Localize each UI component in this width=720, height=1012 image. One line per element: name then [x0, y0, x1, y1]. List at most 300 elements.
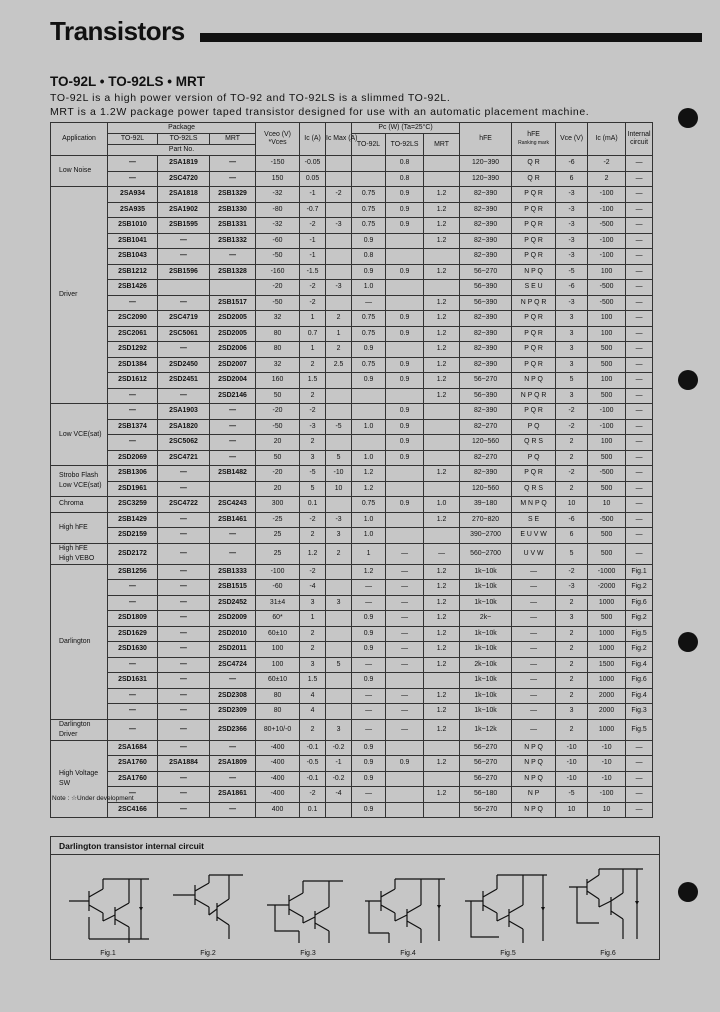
table-cell: —: [512, 657, 556, 673]
table-cell: 1k~10k: [460, 673, 512, 689]
table-cell: -60: [256, 233, 300, 249]
table-cell: 1.5: [300, 373, 326, 389]
table-cell: [386, 771, 424, 787]
application-cell: Strobo Flash Low VCE(sat): [51, 466, 108, 497]
table-cell: —: [626, 435, 653, 451]
table-cell: -2: [300, 404, 326, 420]
part-number-cell: —: [158, 611, 210, 627]
table-cell: 560~2700: [460, 543, 512, 564]
part-number-cell: 2SA1760: [108, 771, 158, 787]
table-cell: 1k~10k: [460, 595, 512, 611]
table-cell: -2: [300, 512, 326, 528]
part-number-cell: 2SA1902: [158, 202, 210, 218]
table-cell: -6: [556, 156, 588, 172]
part-number-cell: —: [210, 543, 256, 564]
table-cell: -10: [588, 771, 626, 787]
part-number-cell: —: [158, 740, 210, 756]
part-number-cell: 2SD1961: [108, 481, 158, 497]
table-cell: 3: [326, 719, 352, 740]
table-cell: —: [352, 295, 386, 311]
table-cell: -100: [588, 249, 626, 265]
part-number-cell: —: [108, 704, 158, 720]
part-number-cell: 2SD2450: [158, 357, 210, 373]
table-cell: 1000: [588, 719, 626, 740]
table-cell: —: [512, 611, 556, 627]
table-cell: 0.9: [352, 673, 386, 689]
table-cell: [326, 688, 352, 704]
table-cell: 1.2: [424, 295, 460, 311]
table-cell: 80: [256, 326, 300, 342]
part-number-cell: 2SA1818: [158, 187, 210, 203]
header-ic-max: Ic Max (A): [326, 123, 352, 156]
table-cell: -3: [556, 202, 588, 218]
table-cell: 2: [556, 626, 588, 642]
table-row: [51, 657, 653, 673]
part-number-cell: 2SA1903: [158, 404, 210, 420]
part-number-cell: 2SB1329: [210, 187, 256, 203]
table-cell: 80+10/-0: [256, 719, 300, 740]
binder-hole: [678, 882, 698, 902]
table-cell: 1: [300, 311, 326, 327]
application-cell: Low Noise: [51, 156, 108, 187]
table-cell: —: [626, 481, 653, 497]
table-row: [51, 704, 653, 720]
table-cell: [352, 435, 386, 451]
table-cell: 5: [326, 450, 352, 466]
table-cell: —: [386, 564, 424, 580]
table-cell: —: [386, 688, 424, 704]
table-cell: -400: [256, 756, 300, 772]
table-cell: 120~560: [460, 481, 512, 497]
table-cell: -2: [300, 564, 326, 580]
part-number-cell: 2SB1461: [210, 512, 256, 528]
table-cell: 82~390: [460, 233, 512, 249]
table-cell: [326, 171, 352, 187]
table-cell: 25: [256, 528, 300, 544]
table-cell: -1: [300, 233, 326, 249]
part-number-cell: 2SA934: [108, 187, 158, 203]
table-cell: —: [626, 771, 653, 787]
table-cell: -10: [588, 756, 626, 772]
table-cell: -100: [588, 787, 626, 803]
application-cell: Darlington Driver: [51, 719, 108, 740]
table-cell: -5: [556, 787, 588, 803]
table-cell: —: [626, 295, 653, 311]
table-cell: 1.2: [424, 202, 460, 218]
table-row: [51, 611, 653, 627]
table-cell: 1.2: [424, 342, 460, 358]
part-number-cell: —: [158, 802, 210, 818]
table-cell: [326, 373, 352, 389]
table-cell: 2: [556, 657, 588, 673]
table-cell: [326, 580, 352, 596]
part-number-cell: —: [158, 626, 210, 642]
table-cell: 1.0: [352, 528, 386, 544]
table-cell: 0.1: [300, 802, 326, 818]
part-number-cell: —: [158, 787, 210, 803]
table-cell: P Q R: [512, 404, 556, 420]
table-cell: [424, 771, 460, 787]
part-number-cell: 2SA1819: [158, 156, 210, 172]
table-cell: 1.0: [424, 497, 460, 513]
table-cell: -60: [256, 580, 300, 596]
table-cell: 56~390: [460, 295, 512, 311]
table-cell: —: [386, 611, 424, 627]
table-cell: Q R S: [512, 435, 556, 451]
part-number-cell: 2SD2146: [210, 388, 256, 404]
table-cell: -20: [256, 466, 300, 482]
table-cell: 0.75: [352, 326, 386, 342]
table-cell: 1k~10k: [460, 564, 512, 580]
table-cell: 1.2: [424, 326, 460, 342]
part-number-cell: —: [108, 435, 158, 451]
header-application: Application: [51, 123, 108, 156]
table-cell: -500: [588, 218, 626, 234]
part-number-cell: 2SD2007: [210, 357, 256, 373]
table-cell: 1: [300, 611, 326, 627]
part-number-cell: —: [210, 156, 256, 172]
table-cell: 20: [256, 481, 300, 497]
table-cell: 100: [256, 657, 300, 673]
table-row: [51, 481, 653, 497]
part-number-cell: —: [158, 719, 210, 740]
table-cell: —: [626, 233, 653, 249]
table-row: [51, 156, 653, 172]
table-row: [51, 756, 653, 772]
table-cell: 82~390: [460, 326, 512, 342]
table-row: [51, 326, 653, 342]
application-cell: Low VCE(sat): [51, 404, 108, 466]
table-cell: 3: [556, 342, 588, 358]
table-cell: 82~390: [460, 218, 512, 234]
table-cell: 3: [326, 528, 352, 544]
table-row: [51, 435, 653, 451]
table-cell: [326, 704, 352, 720]
part-number-cell: —: [108, 404, 158, 420]
table-cell: 1.2: [424, 704, 460, 720]
table-cell: 0.8: [386, 171, 424, 187]
table-cell: N P Q R: [512, 388, 556, 404]
table-cell: [386, 512, 424, 528]
table-cell: 0.75: [352, 357, 386, 373]
table-cell: Q R: [512, 156, 556, 172]
table-cell: 1.2: [424, 311, 460, 327]
table-cell: [352, 171, 386, 187]
table-cell: -5: [556, 264, 588, 280]
table-cell: [424, 740, 460, 756]
table-cell: [386, 466, 424, 482]
table-cell: 5: [300, 481, 326, 497]
table-cell: 100: [256, 642, 300, 658]
figure-label: Fig.1: [100, 950, 116, 957]
table-cell: —: [352, 595, 386, 611]
table-row: [51, 466, 653, 482]
table-cell: 0.75: [352, 311, 386, 327]
table-cell: 2: [300, 719, 326, 740]
table-cell: 0.9: [386, 357, 424, 373]
part-number-cell: [210, 481, 256, 497]
part-number-cell: —: [210, 673, 256, 689]
table-cell: 2: [556, 719, 588, 740]
table-cell: 32: [256, 357, 300, 373]
table-cell: —: [626, 357, 653, 373]
table-cell: 1: [326, 326, 352, 342]
header-internal-circuit: Internal circuit: [626, 123, 653, 156]
table-cell: [386, 481, 424, 497]
table-cell: 500: [588, 450, 626, 466]
table-cell: -3: [326, 218, 352, 234]
table-cell: P Q R: [512, 218, 556, 234]
table-cell: Fig.6: [626, 595, 653, 611]
table-row: [51, 295, 653, 311]
table-row: [51, 249, 653, 265]
table-cell: 0.8: [386, 156, 424, 172]
table-cell: P Q: [512, 419, 556, 435]
table-cell: 4: [300, 688, 326, 704]
part-number-cell: 2SB1043: [108, 249, 158, 265]
part-number-cell: 2SD1630: [108, 642, 158, 658]
table-cell: 20: [256, 435, 300, 451]
table-cell: —: [626, 450, 653, 466]
part-number-cell: —: [108, 595, 158, 611]
table-cell: -100: [588, 233, 626, 249]
table-cell: —: [512, 704, 556, 720]
table-cell: -5: [300, 466, 326, 482]
part-number-cell: 2SC2090: [108, 311, 158, 327]
table-cell: -150: [256, 156, 300, 172]
table-row: [51, 218, 653, 234]
table-row: [51, 357, 653, 373]
header-hfe: hFE: [460, 123, 512, 156]
table-cell: -50: [256, 295, 300, 311]
table-cell: [386, 740, 424, 756]
table-cell: -3: [556, 187, 588, 203]
table-cell: [424, 419, 460, 435]
application-cell: Chroma: [51, 497, 108, 513]
table-cell: -2: [300, 218, 326, 234]
table-cell: 50: [256, 388, 300, 404]
table-cell: 0.7: [300, 326, 326, 342]
part-number-cell: 2SD2011: [210, 642, 256, 658]
table-cell: 1.2: [352, 564, 386, 580]
table-cell: [326, 497, 352, 513]
table-cell: 150: [256, 171, 300, 187]
table-cell: 0.75: [352, 187, 386, 203]
table-cell: —: [386, 642, 424, 658]
table-cell: -3: [556, 218, 588, 234]
transistor-spec-table: [50, 122, 653, 818]
table-row: [51, 373, 653, 389]
table-cell: [386, 802, 424, 818]
table-cell: -32: [256, 218, 300, 234]
part-number-cell: 2SC4719: [158, 311, 210, 327]
part-number-cell: —: [158, 642, 210, 658]
table-cell: -400: [256, 771, 300, 787]
part-number-cell: 2SB1429: [108, 512, 158, 528]
table-cell: 5: [326, 657, 352, 673]
part-number-cell: 2SD2069: [108, 450, 158, 466]
table-cell: -20: [256, 280, 300, 296]
table-cell: -2: [300, 280, 326, 296]
table-cell: 1k~10k: [460, 626, 512, 642]
table-cell: [386, 280, 424, 296]
part-number-cell: 2SD2452: [210, 595, 256, 611]
table-cell: 56~270: [460, 264, 512, 280]
table-cell: 0.9: [386, 435, 424, 451]
table-cell: —: [386, 704, 424, 720]
table-cell: 0.05: [300, 171, 326, 187]
table-cell: —: [626, 404, 653, 420]
table-row: [51, 719, 653, 740]
table-cell: —: [386, 626, 424, 642]
part-number-cell: —: [158, 342, 210, 358]
table-cell: -400: [256, 787, 300, 803]
part-number-cell: 2SD2004: [210, 373, 256, 389]
circuit-figure-5: [459, 861, 557, 957]
part-number-cell: —: [108, 580, 158, 596]
table-cell: 82~390: [460, 342, 512, 358]
table-cell: 50: [256, 450, 300, 466]
circuit-figure-6: [559, 861, 657, 957]
table-cell: —: [352, 580, 386, 596]
table-cell: -5: [326, 419, 352, 435]
circuit-figure-4: [359, 861, 457, 957]
table-cell: -2: [300, 787, 326, 803]
figure-label: Fig.6: [600, 950, 616, 957]
table-cell: P Q R: [512, 326, 556, 342]
table-cell: N P Q: [512, 264, 556, 280]
application-cell: High hFE High VEBO: [51, 543, 108, 564]
table-cell: 1.2: [424, 688, 460, 704]
part-number-cell: 2SB1330: [210, 202, 256, 218]
table-cell: -3: [326, 512, 352, 528]
part-number-cell: —: [210, 171, 256, 187]
table-cell: —: [626, 326, 653, 342]
part-number-cell: —: [158, 657, 210, 673]
table-cell: —: [626, 756, 653, 772]
table-cell: 82~390: [460, 187, 512, 203]
table-cell: 82~390: [460, 249, 512, 265]
table-cell: 2: [300, 435, 326, 451]
table-cell: [386, 528, 424, 544]
part-number-cell: 2SA935: [108, 202, 158, 218]
part-number-cell: —: [158, 295, 210, 311]
part-number-cell: 2SB1596: [158, 264, 210, 280]
table-cell: —: [424, 543, 460, 564]
table-cell: 2.5: [326, 357, 352, 373]
table-cell: Fig.3: [626, 704, 653, 720]
part-number-cell: —: [158, 673, 210, 689]
table-cell: —: [626, 543, 653, 564]
table-cell: 3: [556, 611, 588, 627]
table-cell: 39~180: [460, 497, 512, 513]
header-ic: Ic (A): [300, 123, 326, 156]
table-cell: [326, 642, 352, 658]
table-row: [51, 673, 653, 689]
table-cell: 1000: [588, 595, 626, 611]
table-row: [51, 497, 653, 513]
table-cell: 0.75: [352, 202, 386, 218]
table-cell: 10: [556, 497, 588, 513]
table-cell: 10: [326, 481, 352, 497]
table-cell: 1.2: [424, 373, 460, 389]
part-number-cell: —: [108, 688, 158, 704]
part-number-cell: 2SD1384: [108, 357, 158, 373]
table-cell: 0.1: [300, 497, 326, 513]
table-cell: 82~270: [460, 450, 512, 466]
table-cell: 1.2: [424, 187, 460, 203]
table-cell: 1.2: [424, 218, 460, 234]
table-cell: 10: [556, 802, 588, 818]
footnote: Note : ☆Under development: [52, 795, 134, 802]
table-cell: -100: [588, 202, 626, 218]
table-cell: Q R: [512, 171, 556, 187]
circuit-panel-rule: [51, 854, 659, 855]
part-number-cell: 2SC3259: [108, 497, 158, 513]
table-cell: —: [352, 657, 386, 673]
table-row: [51, 543, 653, 564]
application-cell: Driver: [51, 187, 108, 404]
table-cell: 0.9: [352, 802, 386, 818]
table-cell: —: [386, 719, 424, 740]
table-cell: 0.75: [352, 218, 386, 234]
table-cell: —: [626, 202, 653, 218]
table-cell: -4: [326, 787, 352, 803]
part-number-cell: —: [210, 740, 256, 756]
table-cell: —: [626, 264, 653, 280]
table-cell: —: [386, 580, 424, 596]
table-cell: -4: [300, 580, 326, 596]
application-cell: Darlington: [51, 564, 108, 719]
table-cell: -0.1: [300, 771, 326, 787]
table-cell: 56~390: [460, 280, 512, 296]
part-number-cell: 2SB1374: [108, 419, 158, 435]
part-number-cell: —: [158, 481, 210, 497]
circuit-panel-title: Darlington transistor internal circuit: [59, 841, 204, 851]
part-number-cell: —: [158, 564, 210, 580]
table-cell: —: [386, 657, 424, 673]
table-cell: -0.1: [300, 740, 326, 756]
table-cell: 1.2: [424, 264, 460, 280]
part-number-cell: 2SC2061: [108, 326, 158, 342]
table-cell: 56~180: [460, 787, 512, 803]
table-cell: -2000: [588, 580, 626, 596]
table-cell: [326, 264, 352, 280]
table-cell: 2: [300, 388, 326, 404]
table-cell: 2: [300, 357, 326, 373]
table-cell: 56~270: [460, 771, 512, 787]
circuit-figure-3: [259, 861, 357, 957]
table-cell: P Q R: [512, 249, 556, 265]
part-number-cell: 2SD1612: [108, 373, 158, 389]
table-cell: -2: [556, 404, 588, 420]
part-number-cell: —: [210, 450, 256, 466]
table-cell: [424, 280, 460, 296]
table-cell: -80: [256, 202, 300, 218]
table-cell: —: [626, 528, 653, 544]
table-cell: P Q R: [512, 357, 556, 373]
table-row: [51, 171, 653, 187]
table-cell: [386, 249, 424, 265]
page-title: Transistors: [50, 16, 185, 46]
table-cell: -0.5: [300, 756, 326, 772]
table-cell: 1000: [588, 626, 626, 642]
table-cell: 60±10: [256, 626, 300, 642]
header-pc-mrt: MRT: [424, 134, 460, 156]
part-number-cell: —: [158, 466, 210, 482]
darlington-schematic-icon: [459, 861, 557, 947]
table-cell: Fig.2: [626, 580, 653, 596]
